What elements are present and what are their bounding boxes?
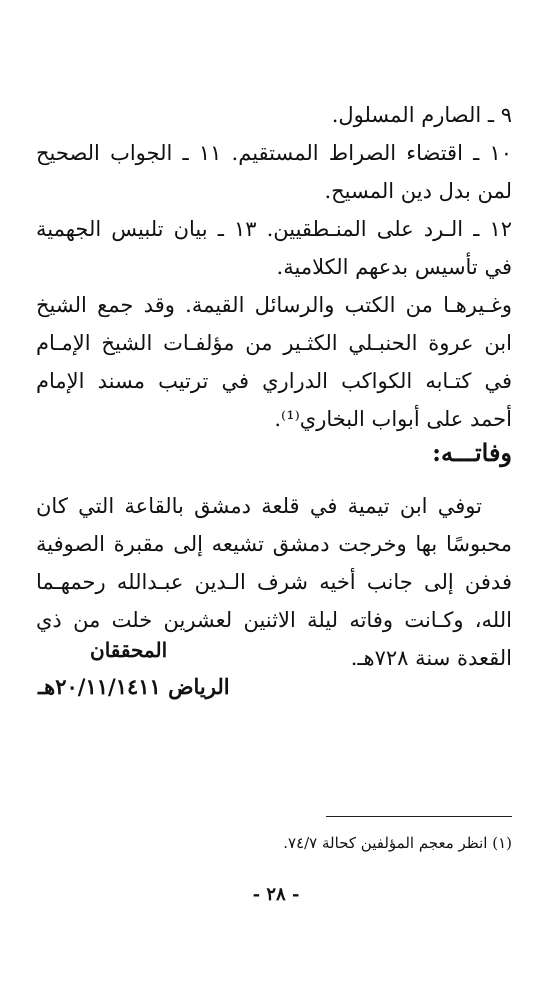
footnote-divider <box>326 816 512 817</box>
section-heading-death: وفاتـــه: <box>432 438 512 467</box>
footnote: (١) انظر معجم المؤلفين كحالة ٧٤/٧. <box>283 834 512 852</box>
list-item-10-11: ١٠ ـ اقتضاء الصراط المستقيم. ١١ ـ الجواب الصحيح لمن بدل دين المسيح. <box>36 141 512 203</box>
works-list <box>36 96 512 438</box>
signature-date: الرياض ٢٠/١١/١٤١١هـ <box>38 674 230 699</box>
list-item-9: ٩ ـ الصارم المسلول. <box>331 103 512 127</box>
signature-authors: المحققان <box>90 638 168 662</box>
list-item-12-13: ١٢ ـ الـرد على المنـطقيين. ١٣ ـ بيان تلبيس الجهمية في تأسيس بدعهم الكلامية. <box>36 217 512 279</box>
page-number: - ٢٨ - <box>252 884 300 905</box>
other-works-paragraph: وغـيرهـا من الكتب والرسائل القيمة. وقد جمع الشيخ ابن عروة الحنبـلي الكثـير من مؤلفـات الشيخ الإمـام في كتـابه الكواكب الدراري في ترتيب مسند الإمام أحمد على أبواب البخاري⁽¹⁾. <box>36 293 512 431</box>
death-paragraph: توفي ابن تيمية في قلعة دمشق بالقاعة التي كان محبوسًا بها وخرجت دمشق تشيعه إلى مقبرة الصوفية فدفن إلى جانب أخيه شرف الـدين عبـدالله رحمهـما الله، وكـانت وفاته ليلة الاثنين لعشرين خلت من ذي القعدة سنة ٧٢٨هـ. <box>36 494 512 670</box>
